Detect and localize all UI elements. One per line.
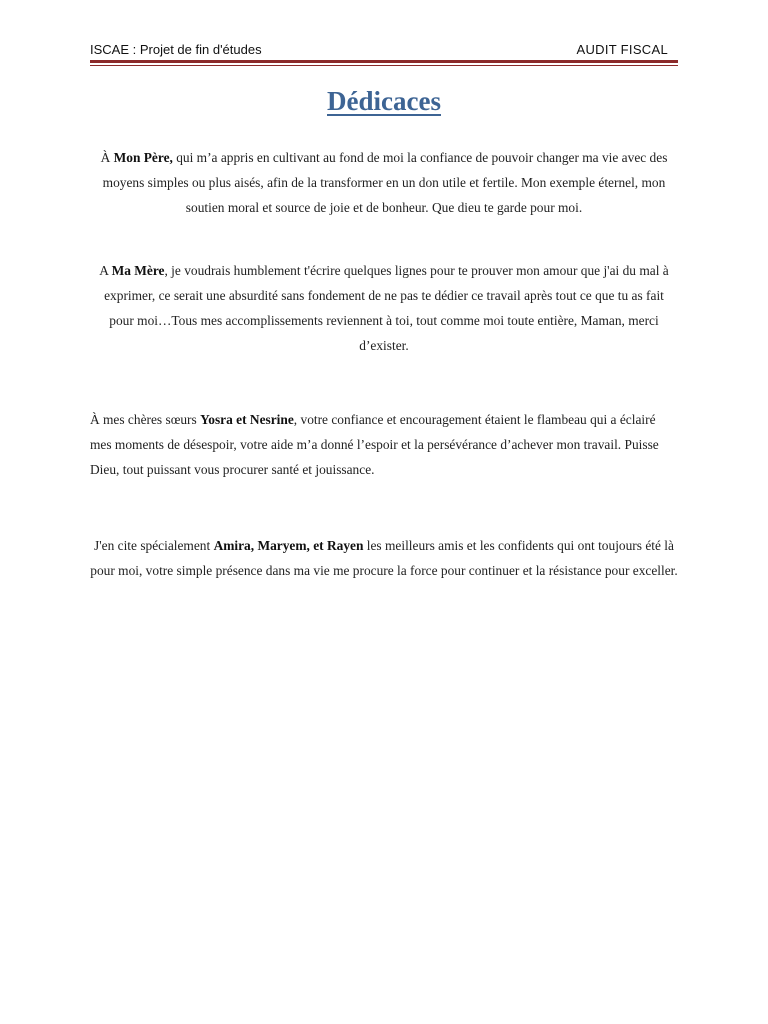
dedication-sisters-prefix: À mes chères sœurs <box>90 412 201 427</box>
dedication-friends-prefix: J'en cite spécialement <box>94 538 214 553</box>
dedication-friends-names: Amira, Maryem, et Rayen <box>213 538 364 553</box>
dedication-mother-name: Ma Mère <box>111 263 165 278</box>
dedication-father-name: Mon Père, <box>113 150 173 165</box>
dedication-sisters <box>90 407 678 482</box>
header-right-text: AUDIT FISCAL <box>576 42 668 57</box>
dedication-mother-text: , je voudrais humblement t'écrire quelques lignes pour te prouver mon amour que j'ai du mal à exprimer, ce serait une absurdité sans fondement de ne pas te dédier ce travail après tout ce que tu as fait pour moi…Tous mes accomplissements reviennent à toi, tout comme moi toute entière, Maman, merci d’exister. <box>104 263 669 353</box>
dedication-father-prefix: À <box>100 150 114 165</box>
header-left-text: ISCAE : Projet de fin d'études <box>90 42 262 57</box>
dedication-friends-text: les meilleurs amis et les confidents qui ont toujours été là pour moi, votre simple présence dans ma vie me procure la force pour continuer et la résistance pour exceller. <box>90 538 678 578</box>
page-title: Dédicaces <box>327 86 441 116</box>
dedication-sisters-text: , votre confiance et encouragement étaient le flambeau qui a éclairé mes moments de désespoir, votre aide m’a donné l’espoir et la persévérance d’achever mon travail. Puisse Dieu, tout puissant vous procurer santé et jouissance. <box>90 412 659 477</box>
dedication-father-text: qui m’a appris en cultivant au fond de moi la confiance de pouvoir changer ma vie avec des moyens simples ou plus aisés, afin de la transformer en un don utile et fertile. Mon exemple éternel, mon soutien moral et source de joie et de bonheur. Que dieu te garde pour moi. <box>102 150 668 215</box>
dedication-sisters-names: Yosra et Nesrine <box>200 412 294 427</box>
dedication-mother <box>92 258 676 358</box>
dedication-father <box>92 145 676 220</box>
dedication-mother-prefix: A <box>99 263 112 278</box>
header-rule-thick <box>90 60 678 63</box>
header-rule-thin <box>90 65 678 66</box>
dedication-friends <box>90 533 678 583</box>
page-header <box>90 42 676 57</box>
